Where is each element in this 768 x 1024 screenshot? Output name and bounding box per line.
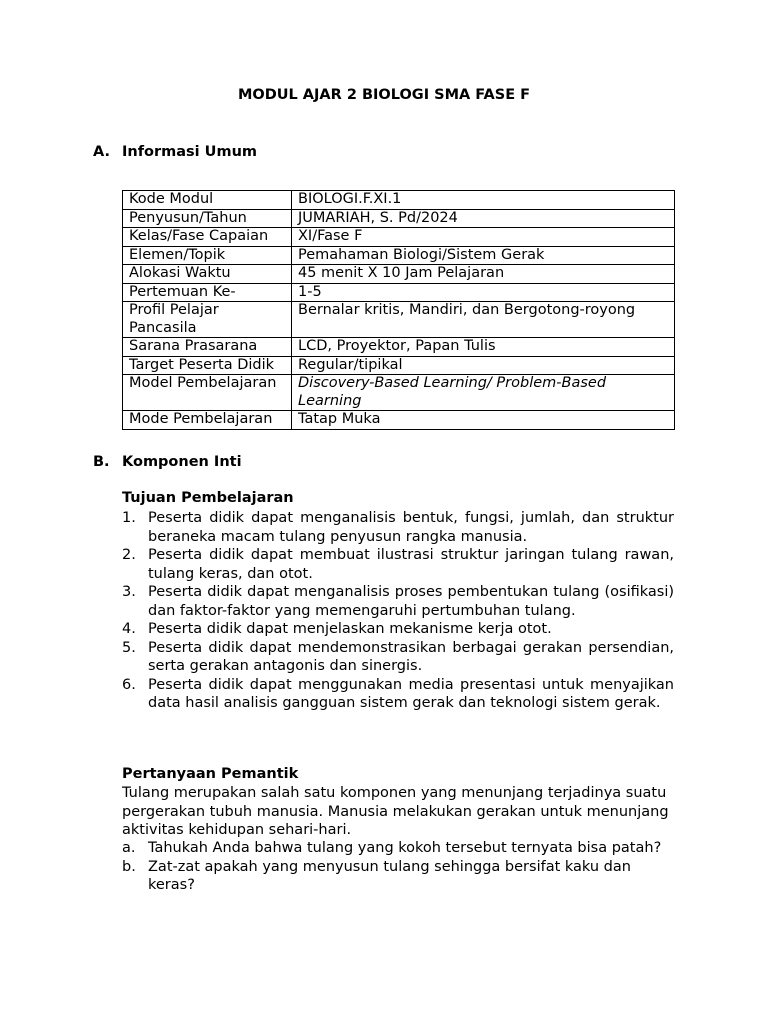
list-number: 3. bbox=[122, 584, 136, 600]
table-value: Tatap Muka bbox=[292, 411, 675, 430]
table-value: Regular/tipikal bbox=[292, 356, 675, 375]
table-value: XI/Fase F bbox=[292, 228, 675, 247]
list-item bbox=[122, 676, 674, 713]
table-key: Kode Modul bbox=[123, 191, 292, 210]
list-text: Peserta didik dapat menjelaskan mekanisme kerja otot. bbox=[148, 621, 552, 637]
list-text: Peserta didik dapat menganalisis bentuk, fungsi, jumlah, dan struktur beraneka macam tulang penyusun rangka manusia. bbox=[148, 510, 674, 545]
list-text: Peserta didik dapat menggunakan media presentasi untuk menyajikan data hasil analisis gangguan sistem gerak dan teknologi sistem gerak. bbox=[148, 676, 674, 711]
section-a-label: Informasi Umum bbox=[122, 144, 257, 160]
section-b-letter: B. bbox=[93, 454, 110, 470]
pemantik-questions bbox=[122, 839, 674, 895]
table-value: BIOLOGI.F.XI.1 bbox=[292, 191, 675, 210]
table-value: JUMARIAH, S. Pd/2024 bbox=[292, 209, 675, 228]
list-number: 4. bbox=[122, 621, 136, 637]
section-a-letter: A. bbox=[93, 144, 110, 160]
table-key: Kelas/Fase Capaian bbox=[123, 228, 292, 247]
list-item bbox=[122, 858, 674, 895]
pemantik-intro: Tulang merupakan salah satu komponen yang menunjang terjadinya suatu pergerakan tubuh manusia. Manusia melakukan gerakan untuk menunjang aktivitas kehidupan sehari-hari. bbox=[122, 785, 669, 838]
table-value: 1-5 bbox=[292, 283, 675, 302]
table-value: Discovery-Based Learning/ Problem-Based Learning bbox=[292, 375, 675, 411]
pemantik-heading: Pertanyaan Pemantik bbox=[122, 766, 299, 782]
list-item bbox=[122, 583, 674, 620]
table-key: Mode Pembelajaran bbox=[123, 411, 292, 430]
document-title: MODUL AJAR 2 BIOLOGI SMA FASE F bbox=[237, 87, 531, 103]
list-text: Zat-zat apakah yang menyusun tulang sehingga bersifat kaku dan keras? bbox=[148, 858, 631, 893]
list-item bbox=[122, 546, 674, 583]
list-number: 6. bbox=[122, 676, 136, 693]
list-text: Peserta didik dapat membuat ilustrasi struktur jaringan tulang rawan, tulang keras, dan otot. bbox=[148, 547, 674, 582]
list-number: 5. bbox=[122, 639, 136, 656]
section-b-heading bbox=[93, 454, 242, 470]
list-item bbox=[122, 639, 674, 676]
section-a-heading bbox=[93, 144, 257, 160]
info-table bbox=[122, 190, 675, 430]
table-key: Model Pembelajaran bbox=[123, 375, 292, 411]
table-key: Pertemuan Ke- bbox=[123, 283, 292, 302]
table-value: 45 menit X 10 Jam Pelajaran bbox=[292, 265, 675, 284]
list-number: 2. bbox=[122, 547, 136, 563]
list-number: a. bbox=[122, 840, 136, 856]
list-item bbox=[122, 620, 674, 639]
table-row bbox=[123, 411, 675, 430]
table-key: Sarana Prasarana bbox=[123, 338, 292, 357]
table-value: Bernalar kritis, Mandiri, dan Bergotong-royong bbox=[292, 302, 675, 338]
table-key: Elemen/Topik bbox=[123, 246, 292, 265]
table-row bbox=[123, 338, 675, 357]
table-row bbox=[123, 302, 675, 338]
table-row bbox=[123, 209, 675, 228]
list-number: 1. bbox=[122, 510, 136, 526]
table-row bbox=[123, 283, 675, 302]
table-key: Target Peserta Didik bbox=[123, 356, 292, 375]
table-value: LCD, Proyektor, Papan Tulis bbox=[292, 338, 675, 357]
table-row bbox=[123, 191, 675, 210]
table-row bbox=[123, 265, 675, 284]
tujuan-list bbox=[122, 509, 674, 713]
table-key: Penyusun/Tahun bbox=[123, 209, 292, 228]
table-key: Profil Pelajar Pancasila bbox=[123, 302, 292, 338]
section-b-label: Komponen Inti bbox=[122, 454, 242, 470]
table-row bbox=[123, 375, 675, 411]
list-text: Tahukah Anda bahwa tulang yang kokoh tersebut ternyata bisa patah? bbox=[148, 840, 662, 856]
table-row bbox=[123, 356, 675, 375]
tujuan-heading: Tujuan Pembelajaran bbox=[122, 490, 294, 506]
list-item bbox=[122, 839, 674, 858]
list-number: b. bbox=[122, 858, 136, 875]
table-key: Alokasi Waktu bbox=[123, 265, 292, 284]
table-row bbox=[123, 228, 675, 247]
list-item bbox=[122, 509, 674, 546]
list-text: Peserta didik dapat menganalisis proses pembentukan tulang (osifikasi) dan faktor-faktor yang memengaruhi pertumbuhan tulang. bbox=[148, 584, 674, 619]
table-row bbox=[123, 246, 675, 265]
list-text: Peserta didik dapat mendemonstrasikan berbagai gerakan persendian, serta gerakan antagonis dan sinergis. bbox=[148, 639, 674, 674]
table-value: Pemahaman Biologi/Sistem Gerak bbox=[292, 246, 675, 265]
